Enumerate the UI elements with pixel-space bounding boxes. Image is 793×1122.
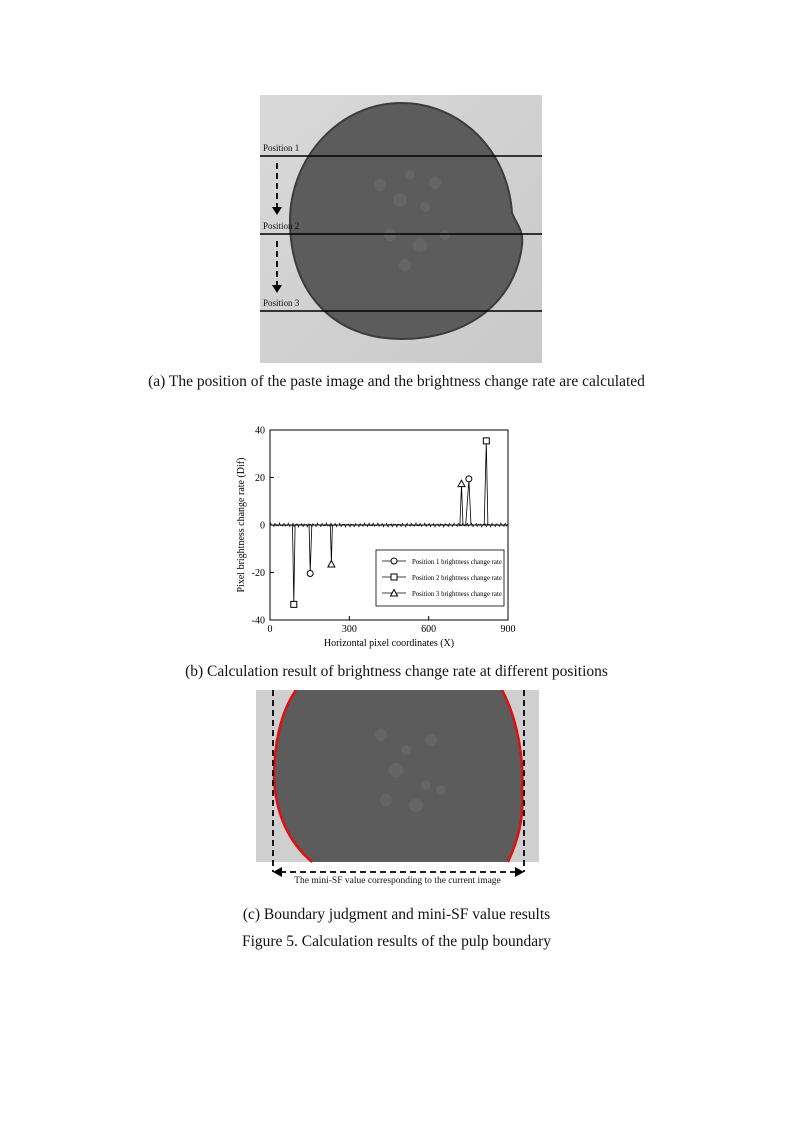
boundary-image [256, 690, 539, 890]
data-point-triangle [328, 561, 335, 568]
panel-a-caption: (a) The position of the paste image and the brightness change rate are calculated [148, 373, 645, 390]
data-point-triangle [458, 480, 465, 487]
data-point-square [291, 601, 297, 607]
x-tick-label: 900 [500, 624, 516, 635]
position-3-label: Position 3 [263, 298, 300, 308]
y-tick-label: -20 [251, 568, 265, 579]
position-2-label: Position 2 [263, 221, 300, 231]
paste-image [260, 95, 542, 363]
legend-marker [391, 574, 397, 580]
y-axis-label: Pixel brightness change rate (Dif) [236, 457, 247, 593]
chart-legend [376, 550, 504, 606]
brightness-chart [230, 420, 530, 660]
legend-entry: Position 3 brightness change rate [412, 591, 502, 598]
legend-entry: Position 2 brightness change rate [412, 575, 502, 582]
x-tick-label: 0 [267, 624, 273, 635]
x-axis-label: Horizontal pixel coordinates (X) [323, 638, 455, 649]
panel-b-caption: (b) Calculation result of brightness change rate at different positions [185, 663, 608, 680]
position-1-label: Position 1 [263, 143, 300, 153]
figure-caption: Figure 5. Calculation results of the pulp boundary [241, 933, 552, 950]
x-tick-label: 600 [421, 624, 437, 635]
y-tick-label: -40 [251, 615, 265, 627]
panel-c-caption: (c) Boundary judgment and mini-SF value results [242, 906, 551, 923]
data-point-circle [307, 571, 313, 577]
data-point-square [483, 438, 489, 444]
mini-sf-label: The mini-SF value corresponding to the current image [294, 876, 501, 886]
x-tick-label: 300 [341, 624, 357, 635]
data-point-circle [466, 476, 472, 482]
y-tick-label: 40 [255, 425, 265, 437]
paste-image-panel [260, 95, 542, 363]
legend-marker [391, 558, 397, 564]
y-tick-label: 20 [255, 473, 265, 484]
y-tick-label: 0 [260, 520, 265, 532]
boundary-image-panel [256, 690, 539, 890]
legend-entry: Position 1 brightness change rate [412, 559, 502, 566]
